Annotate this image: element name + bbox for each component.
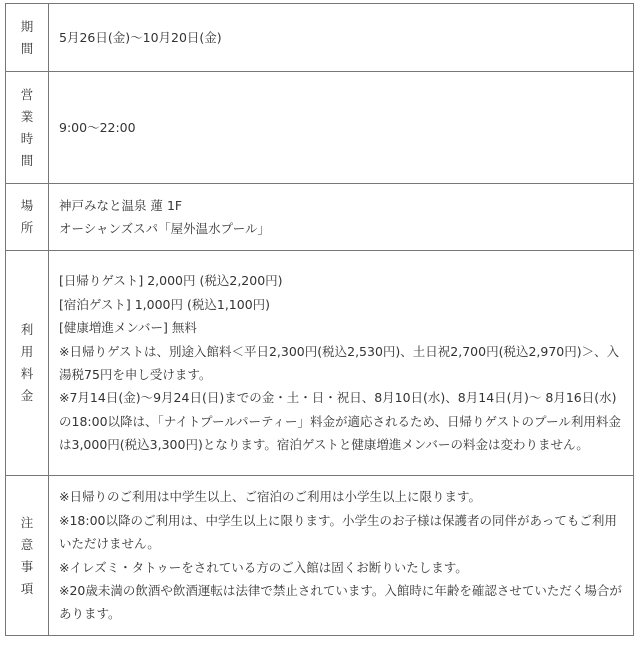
table-row-fees xyxy=(6,251,634,476)
row-heading-cell xyxy=(6,251,49,476)
row-heading-cell xyxy=(6,72,49,184)
row-content-cell xyxy=(49,476,634,636)
fee-line: [宿泊ゲスト] 1,000円 (税込1,100円) xyxy=(59,296,271,312)
info-table xyxy=(5,3,634,636)
location-line: オーシャンズスパ「屋外温水プール」 xyxy=(59,221,271,236)
fee-line: [健康増進メンバー] 無料 xyxy=(59,320,197,336)
row-content-cell xyxy=(49,72,634,184)
row-content-cell xyxy=(49,251,634,476)
row-heading: 期間 xyxy=(20,18,34,56)
table-row-location xyxy=(6,184,634,251)
row-content-cell xyxy=(49,4,634,72)
note-line: ※イレズミ・タトゥーをされている方のご入館は固くお断りいたします。 xyxy=(59,559,468,575)
note-line: ※20歳未満の飲酒や飲酒運転は法律で禁止されています。入館時に年齢を確認させていただく場合があります。 xyxy=(59,582,622,622)
table-row-period xyxy=(6,4,634,72)
row-heading: 場所 xyxy=(20,198,34,235)
row-heading-cell xyxy=(6,4,49,72)
note-line: ※18:00以降のご利用は、中学生以上に限ります。小学生のお子様は保護者の同伴があってもご利用いただけません。 xyxy=(59,512,617,552)
table-row-notes xyxy=(6,476,634,636)
note-line: ※日帰りのご利用は中学生以上、ご宿泊のご利用は小学生以上に限ります。 xyxy=(59,489,481,505)
row-heading: 注意事項 xyxy=(20,514,34,596)
location-line: 神戸みなと温泉 蓮 1F xyxy=(59,197,183,213)
row-heading-cell xyxy=(6,184,49,251)
row-heading-cell xyxy=(6,476,49,636)
row-heading: 営業時間 xyxy=(20,86,34,168)
table-row-hours xyxy=(6,72,634,184)
row-content-cell xyxy=(49,184,634,251)
fee-note: ※7月14日(金)～9月24日(日)までの金・土・日・祝日、8月10日(水)、8月14日(月)～ 8月16日(水)の18:00以降は、「ナイトプールパーティー」料金が適応されるため、日帰りゲストのプール利用料金は3,000円(税込3,300円)となります。宿泊ゲストと健康増進メンバーの料金は変わりません。 xyxy=(59,390,621,453)
fee-note: ※日帰りゲストは、別途入館料＜平日2,300円(税込2,530円)、土日祝2,700円(税込2,970円)＞、入湯税75円を申し受けます。 xyxy=(59,343,620,382)
period-text: 5月26日(金)～10月20日(金) xyxy=(59,29,222,45)
hours-text: 9:00～22:00 xyxy=(59,119,136,135)
row-heading: 利用料金 xyxy=(20,322,34,403)
fee-line: [日帰りゲスト] 2,000円 (税込2,200円) xyxy=(59,273,283,289)
